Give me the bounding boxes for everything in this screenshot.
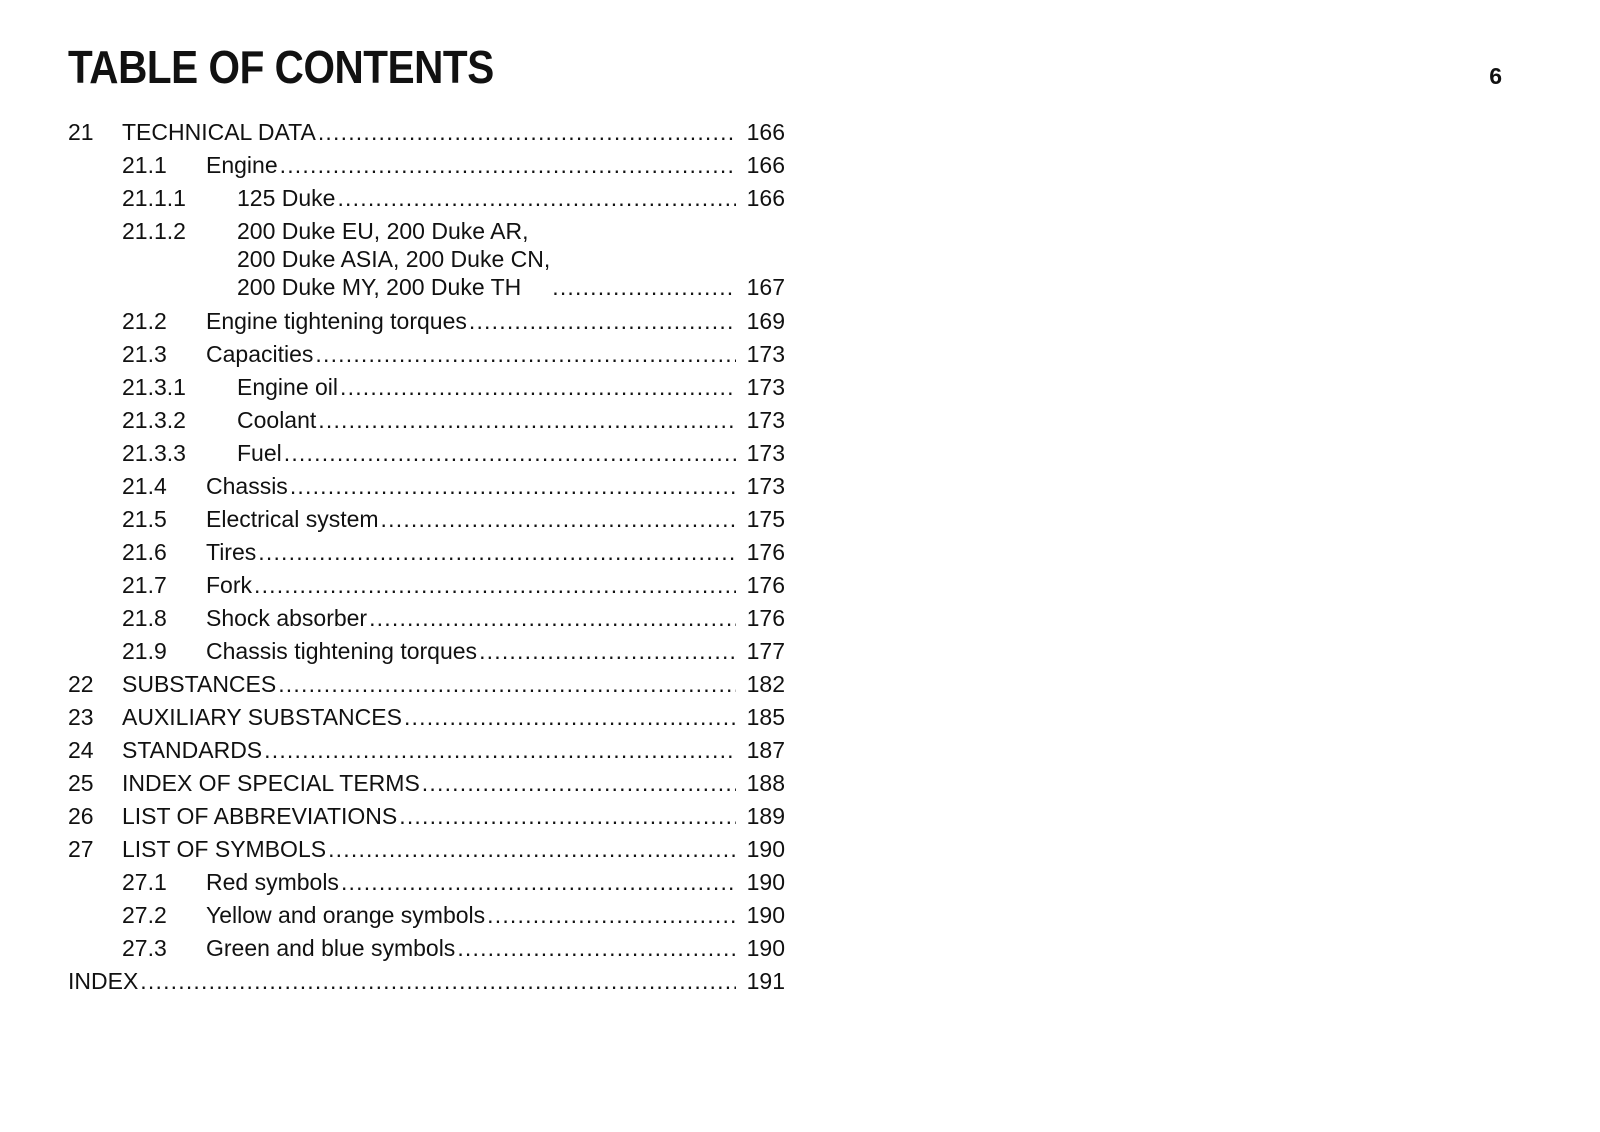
toc-line [206, 637, 785, 665]
toc-section-title[interactable]: STANDARDS [122, 737, 263, 763]
toc-section-number: 24 [68, 737, 94, 763]
toc-section-title[interactable]: 125 Duke [237, 185, 336, 211]
toc-page-number[interactable]: 185 [746, 704, 785, 730]
toc-line [206, 868, 785, 896]
toc-page-number[interactable]: 177 [746, 638, 785, 664]
toc-section-title[interactable]: INDEX OF SPECIAL TERMS [122, 770, 420, 796]
toc-section-number: 21.4 [122, 473, 167, 499]
toc-line [237, 406, 785, 434]
toc-section-title[interactable]: SUBSTANCES [122, 671, 277, 697]
toc-section-number: 27.1 [122, 869, 167, 895]
toc-line [206, 571, 785, 599]
dot-leader [278, 670, 736, 698]
toc-section-title[interactable]: Engine [206, 152, 278, 178]
toc-line [237, 217, 785, 301]
toc-section-title[interactable]: Fuel [237, 440, 282, 466]
toc-section-number: 21.1 [122, 152, 167, 178]
toc-page-number[interactable]: 182 [746, 671, 785, 697]
toc-section-title[interactable]: Coolant [237, 407, 317, 433]
toc-entry[interactable] [68, 406, 785, 434]
toc-section-number: 22 [68, 671, 94, 697]
dot-leader [318, 118, 736, 146]
toc-line [237, 373, 785, 401]
toc-section-number: 25 [68, 770, 94, 796]
toc-page-number[interactable]: 166 [746, 119, 785, 145]
toc-entry[interactable] [68, 901, 785, 929]
toc-page-number[interactable]: 173 [746, 473, 785, 499]
dot-leader [399, 802, 736, 830]
toc-entry[interactable] [68, 604, 785, 632]
toc-line [68, 967, 785, 995]
toc-entry[interactable] [68, 439, 785, 467]
toc-line [206, 901, 785, 929]
dot-leader [381, 505, 736, 533]
dot-leader [280, 151, 736, 179]
toc-entry[interactable] [68, 637, 785, 665]
dot-leader [264, 736, 736, 764]
dot-leader [369, 604, 736, 632]
toc-line [206, 934, 785, 962]
toc-page-number[interactable]: 175 [746, 506, 785, 532]
dot-leader [258, 538, 736, 566]
toc-page-number[interactable]: 167 [746, 274, 785, 300]
toc-page-number[interactable]: 188 [746, 770, 785, 796]
dot-leader [315, 340, 736, 368]
toc-section-number: 21.6 [122, 539, 167, 565]
toc-section-number: 21.3.2 [122, 407, 186, 433]
toc-section-title[interactable]: TECHNICAL DATA [122, 119, 316, 145]
toc-line [122, 703, 785, 731]
page-number: 6 [1489, 63, 1502, 89]
toc-section-number: 21.9 [122, 638, 167, 664]
toc-section-number: 21.1.1 [122, 185, 186, 211]
toc-page-number[interactable]: 176 [746, 572, 785, 598]
toc-section-number: 21.5 [122, 506, 167, 532]
toc-entry[interactable] [68, 571, 785, 599]
toc-section-number: 27.2 [122, 902, 167, 928]
toc-section-title[interactable]: AUXILIARY SUBSTANCES [122, 704, 402, 730]
page-title: TABLE OF CONTENTS [68, 41, 494, 93]
toc-line [206, 340, 785, 368]
toc-section-number: 21.8 [122, 605, 167, 631]
toc-page-number[interactable]: 173 [746, 341, 785, 367]
toc-line [206, 505, 785, 533]
toc-section-title[interactable]: Green and blue symbols [206, 935, 456, 961]
toc-entry[interactable] [68, 118, 785, 146]
toc-entry[interactable] [68, 703, 785, 731]
toc-page-number[interactable]: 190 [746, 869, 785, 895]
toc-entry[interactable] [68, 736, 785, 764]
toc-page-number[interactable]: 176 [746, 605, 785, 631]
toc-section-number: 21.2 [122, 308, 167, 334]
dot-leader [422, 769, 736, 797]
toc-section-title[interactable]: INDEX [68, 968, 139, 994]
toc-section-title[interactable]: Tires [206, 539, 257, 565]
toc-line [122, 118, 785, 146]
toc-line [206, 307, 785, 335]
dot-leader [552, 273, 736, 301]
toc-entry[interactable] [68, 217, 785, 301]
toc-page-number[interactable]: 173 [746, 407, 785, 433]
toc-entry[interactable] [68, 151, 785, 179]
toc-section-number: 27 [68, 836, 94, 862]
toc-section-number: 21 [68, 119, 94, 145]
toc-entry[interactable] [68, 340, 785, 368]
dot-leader [284, 439, 736, 467]
dot-leader [457, 934, 736, 962]
toc-section-title[interactable]: Chassis tightening torques [206, 638, 478, 664]
dot-leader [328, 835, 736, 863]
toc-section-number: 26 [68, 803, 94, 829]
toc-page-number[interactable]: 191 [746, 968, 785, 994]
toc-entry[interactable] [68, 934, 785, 962]
toc-page-number[interactable]: 190 [746, 836, 785, 862]
toc-section-title[interactable]: Engine oil [237, 374, 339, 400]
toc-line [206, 151, 785, 179]
toc-section-title[interactable]: Electrical system [206, 506, 379, 532]
dot-leader [479, 637, 736, 665]
dot-leader [140, 967, 736, 995]
toc-page-number[interactable]: 166 [746, 152, 785, 178]
dot-leader [254, 571, 736, 599]
toc-entry[interactable] [68, 868, 785, 896]
toc-line [122, 670, 785, 698]
toc-entry[interactable] [68, 538, 785, 566]
toc-line [122, 769, 785, 797]
toc-section-number: 21.3 [122, 341, 167, 367]
toc-line [206, 538, 785, 566]
toc-entry[interactable] [68, 769, 785, 797]
toc-section-title[interactable]: Red symbols [206, 869, 339, 895]
toc-page-number[interactable]: 190 [746, 935, 785, 961]
toc-line [122, 736, 785, 764]
toc-line [122, 802, 785, 830]
toc-entry[interactable] [68, 373, 785, 401]
dot-leader [341, 868, 736, 896]
toc-entry[interactable] [68, 967, 785, 995]
toc-page-number[interactable]: 173 [746, 440, 785, 466]
toc-section-number: 27.3 [122, 935, 167, 961]
toc-entry[interactable] [68, 307, 785, 335]
toc-section-title[interactable]: Engine tightening torques [206, 308, 467, 334]
toc-section-number: 23 [68, 704, 94, 730]
toc-section-number: 21.7 [122, 572, 167, 598]
toc-page-number[interactable]: 190 [746, 902, 785, 928]
dot-leader [487, 901, 736, 929]
dot-leader [404, 703, 736, 731]
dot-leader [469, 307, 736, 335]
toc-entry[interactable] [68, 505, 785, 533]
toc-section-title[interactable]: LIST OF ABBREVIATIONS [122, 803, 398, 829]
toc-section-title[interactable]: Shock absorber [206, 605, 368, 631]
toc-section-title[interactable]: Chassis [206, 473, 288, 499]
toc-entry[interactable] [68, 472, 785, 500]
dot-leader [290, 472, 736, 500]
toc-page-number[interactable]: 189 [746, 803, 785, 829]
toc-page-number[interactable]: 176 [746, 539, 785, 565]
toc-section-number: 21.3.3 [122, 440, 186, 466]
toc-section-title[interactable]: Fork [206, 572, 252, 598]
toc-line [206, 472, 785, 500]
toc-section-number: 21.3.1 [122, 374, 186, 400]
toc-page-number[interactable]: 169 [746, 308, 785, 334]
toc-line [237, 439, 785, 467]
toc-page-number[interactable]: 187 [746, 737, 785, 763]
toc-line [122, 835, 785, 863]
toc-section-number: 21.1.2 [122, 218, 186, 244]
toc-line [237, 184, 785, 212]
toc-entry[interactable] [68, 802, 785, 830]
toc-page-number[interactable]: 166 [746, 185, 785, 211]
table-of-contents [68, 118, 785, 1000]
toc-entry[interactable] [68, 835, 785, 863]
toc-section-title[interactable]: Yellow and orange symbols [206, 902, 486, 928]
toc-section-title[interactable]: Capacities [206, 341, 314, 367]
dot-leader [318, 406, 736, 434]
toc-section-title[interactable]: 200 Duke EU, 200 Duke AR, 200 Duke ASIA, 200 Duke CN, 200 Duke MY, 200 Duke TH [237, 218, 551, 300]
dot-leader [340, 373, 736, 401]
toc-entry[interactable] [68, 184, 785, 212]
toc-entry[interactable] [68, 670, 785, 698]
toc-section-title[interactable]: LIST OF SYMBOLS [122, 836, 327, 862]
dot-leader [337, 184, 736, 212]
toc-line [206, 604, 785, 632]
toc-page-number[interactable]: 173 [746, 374, 785, 400]
